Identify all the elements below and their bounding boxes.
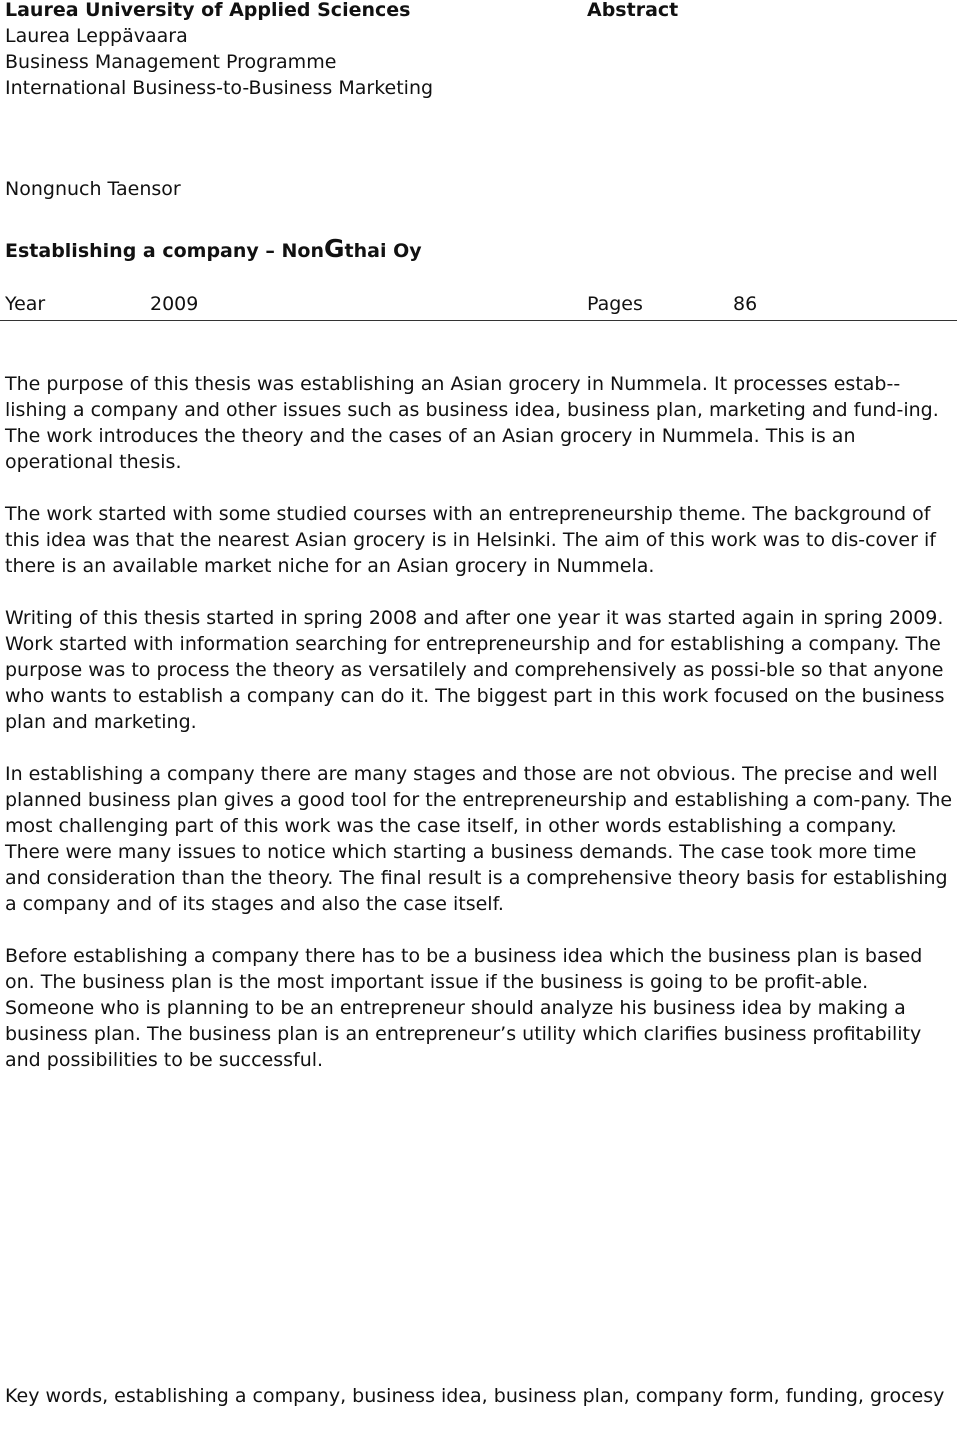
campus-name: Laurea Leppävaara bbox=[5, 25, 188, 47]
thesis-title bbox=[5, 236, 422, 264]
institution-block bbox=[5, 0, 565, 101]
meta-row bbox=[0, 291, 957, 321]
abstract-paragraph: The purpose of this thesis was establishing an Asian grocery in Nummela. It processes estab-lishing a company and other issues such as business idea, business plan, marketing and fund-ing. The work introduces the theory and the cases of an Asian grocery in Nummela. This is an operational thesis. bbox=[5, 373, 939, 473]
thesis-title-prefix: Establishing a company – Non bbox=[5, 240, 325, 262]
year-value: 2009 bbox=[150, 293, 199, 315]
specialisation-name: International Business-to-Business Marketing bbox=[5, 77, 434, 99]
abstract-body bbox=[5, 371, 953, 1099]
author-name: Nongnuch Taensor bbox=[5, 178, 181, 200]
abstract-paragraph: Before establishing a company there has to be a business idea which the business plan is based on. The business plan is the most important issue if the business is going to be profit-able. Someone who is planning to be an entrepreneur should analyze his business idea by making a business plan. The business plan is an entrepreneur’s utility which clarifies business profitability and possibilities to be successful. bbox=[5, 945, 923, 1071]
year-label: Year bbox=[5, 293, 46, 315]
pages-value: 86 bbox=[733, 293, 758, 315]
abstract-paragraph: Writing of this thesis started in spring 2008 and after one year it was started again in spring 2009. Work started with information searching for entrepreneurship and for establishing a company. The purpose was to process the theory as versatilely and comprehensively as possi-ble so that anyone who wants to establish a company can do it. The biggest part in this work focused on the business plan and marketing. bbox=[5, 607, 945, 733]
institution-name: Laurea University of Applied Sciences bbox=[5, 0, 411, 21]
pages-label: Pages bbox=[587, 293, 643, 315]
thesis-title-suffix: thai Oy bbox=[344, 240, 422, 262]
abstract-paragraph: In establishing a company there are many stages and those are not obvious. The precise and well planned business plan gives a good tool for the entrepreneurship and establishing a com-pany. The most challenging part of this work was the case itself, in other words establishing a company. There were many issues to notice which starting a business demands. The case took more time and consideration than the theory. The final result is a comprehensive theory basis for establishing a company and of its stages and also the case itself. bbox=[5, 763, 953, 915]
keywords: Key words, establishing a company, business idea, business plan, company form, funding, grocesy bbox=[5, 1385, 945, 1407]
thesis-title-big-letter: G bbox=[324, 234, 345, 263]
abstract-paragraph: The work started with some studied courses with an entrepreneurship theme. The background of this idea was that the nearest Asian grocery is in Helsinki. The aim of this work was to dis-cover if there is an available market niche for an Asian grocery in Nummela. bbox=[5, 503, 936, 577]
document-type: Abstract bbox=[587, 0, 679, 21]
programme-name: Business Management Programme bbox=[5, 51, 337, 73]
